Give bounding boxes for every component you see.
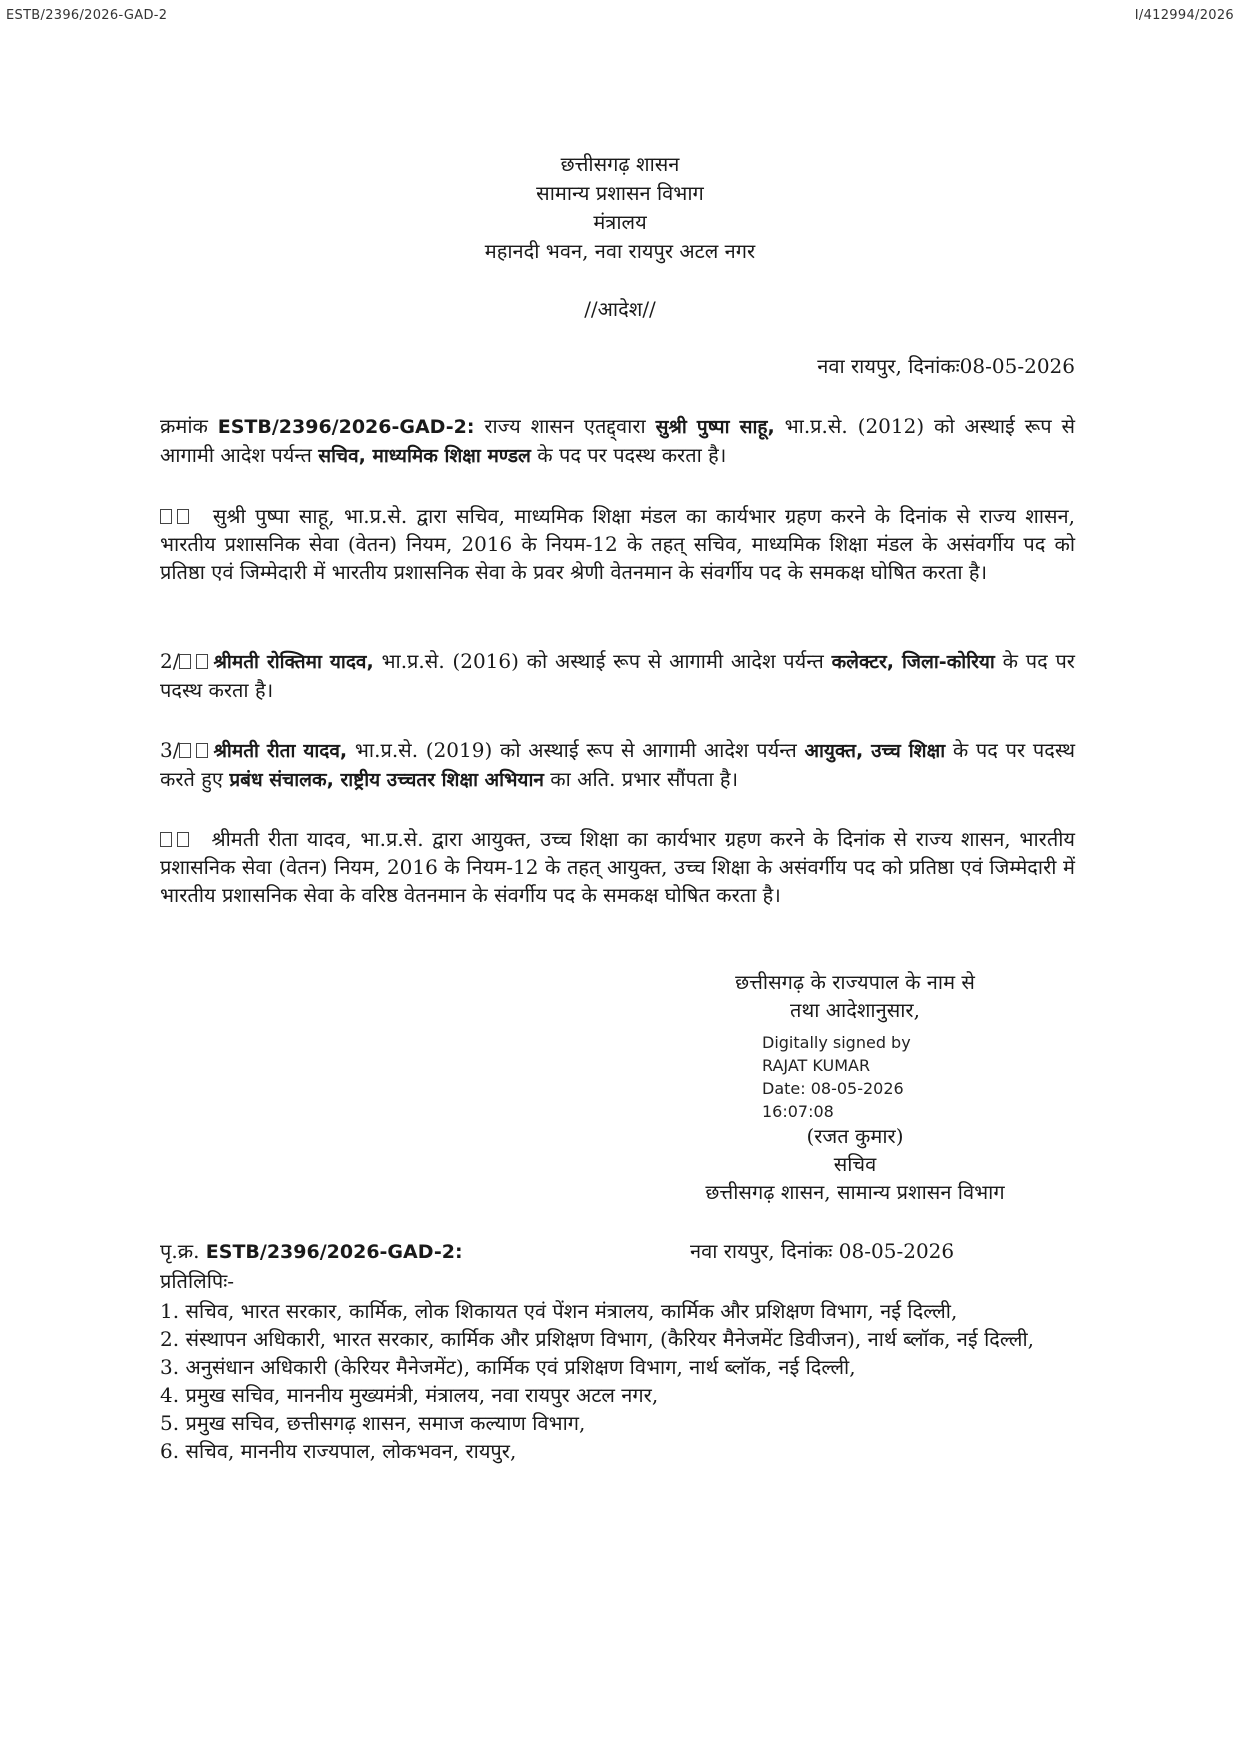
order-paragraph-1 [160, 412, 1075, 470]
list-item: 2. संस्थापन अधिकारी, भारत सरकार, कार्मिक और प्रशिक्षण विभाग, (कैरियर मैनेजमेंट डिवीजन), नार्थ ब्लॉक, नई दिल्ली, [160, 1327, 1034, 1351]
digital-sig-time: 16:07:08 [762, 1102, 834, 1121]
authority-line: छत्तीसगढ़ के राज्यपाल के नाम से [735, 970, 975, 994]
posting-title: कलेक्टर, जिला-कोरिया [831, 651, 995, 673]
order-paragraph-4 [160, 736, 1075, 794]
signatory-designation: सचिव [833, 1152, 877, 1176]
signatory-name: (रजत कुमार) [806, 1124, 904, 1148]
receipt-number-header: I/412994/2026 [1134, 8, 1234, 23]
checkbox-glyph-icon [160, 509, 172, 524]
digital-sig-signer: RAJAT KUMAR [762, 1056, 871, 1075]
para-number: 2/ [160, 649, 180, 673]
para-text: भा.प्र.से. (2019) को अस्थाई रूप से आगामी आदेश पर्यन्त [347, 738, 805, 762]
officer-name: श्रीमती रीता यादव, [213, 740, 348, 762]
order-prefix: क्रमांक [160, 414, 218, 438]
checkbox-glyph-icon [177, 832, 189, 847]
copy-recipient-list [160, 1297, 1045, 1465]
order-title: //आदेश// [584, 297, 656, 321]
para-text: भा.प्र.से. (2016) को अस्थाई रूप से आगामी आदेश पर्यन्त [373, 649, 832, 673]
para-text: के पद पर पदस्थ करते हुए [160, 738, 1075, 791]
list-item: 5. प्रमुख सचिव, छत्तीसगढ़ शासन, समाज कल्याण विभाग, [160, 1411, 586, 1435]
office-address: महानदी भवन, नवा रायपुर अटल नगर [484, 239, 756, 263]
para-number: 3/ [160, 738, 180, 762]
copy-reference [160, 1237, 463, 1264]
copy-ref-number: ESTB/2396/2026-GAD-2: [205, 1241, 463, 1263]
signature-authority [640, 968, 1070, 1024]
authority-line: तथा आदेशानुसार, [790, 998, 920, 1022]
government-name: छत्तीसगढ़ शासन [560, 152, 680, 176]
order-paragraph-3 [160, 647, 1075, 704]
checkbox-glyph-icon [160, 832, 172, 847]
para-text: के पद पर पदस्थ करता है। [160, 649, 1075, 702]
order-number: ESTB/2396/2026-GAD-2: [217, 416, 475, 438]
signatory-department: छत्तीसगढ़ शासन, सामान्य प्रशासन विभाग [705, 1180, 1005, 1204]
checkbox-glyph-icon [177, 509, 189, 524]
para-text: सुश्री पुष्पा साहू, भा.प्र.से. द्वारा सचिव, माध्यमिक शिक्षा मंडल का कार्यभार ग्रहण करने के दिनांक से राज्य शासन, भारतीय प्रशासनिक सेवा (वेतन) नियम, 2016 के नियम-12 के तहत् सचिव, माध्यमिक शिक्षा मंडल के असंवर्गीय पद को प्रतिष्ठा एवं जिम्मेदारी में भारतीय प्रशासनिक सेवा के प्रवर श्रेणी वेतनमान के संवर्गीय पद के समकक्ष घोषित करता है। [160, 504, 1075, 584]
posting-title: सचिव, माध्यमिक शिक्षा मण्डल [318, 445, 531, 467]
list-item: 3. अनुसंधान अधिकारी (केरियर मैनेजमेंट), कार्मिक एवं प्रशिक्षण विभाग, नार्थ ब्लॉक, नई दिल्ली, [160, 1355, 856, 1379]
signatory-details [640, 1122, 1070, 1206]
officer-name: श्रीमती रोक्तिमा यादव, [213, 651, 374, 673]
para-text: भा.प्र.से. (2012) को अस्थाई रूप से आगामी आदेश पर्यन्त [160, 414, 1076, 467]
list-item: 1. सचिव, भारत सरकार, कार्मिक, लोक शिकायत एवं पेंशन मंत्रालय, कार्मिक और प्रशिक्षण विभाग, नई दिल्ली, [160, 1299, 958, 1323]
para-text: का अति. प्रभार सौंपता है। [543, 767, 739, 791]
para-text: श्रीमती रीता यादव, भा.प्र.से. द्वारा आयुक्त, उच्च शिक्षा का कार्यभार ग्रहण करने के दिनांक से राज्य शासन, भारतीय प्रशासनिक सेवा (वेतन) नियम, 2016 के नियम-12 के तहत् आयुक्त, उच्च शिक्षा के असंवर्गीय पद को प्रतिष्ठा एवं जिम्मेदारी में भारतीय प्रशासनिक सेवा के वरिष्ठ वेतनमान के संवर्गीय पद के समकक्ष घोषित करता है। [160, 827, 1075, 907]
department-name: सामान्य प्रशासन विभाग [536, 181, 704, 205]
para-text: राज्य शासन एतद्द्वारा [474, 414, 656, 438]
copy-date: नवा रायपुर, दिनांकः 08-05-2026 [690, 1239, 955, 1263]
posting-title: आयुक्त, उच्च शिक्षा [804, 740, 946, 762]
additional-charge-title: प्रबंध संचालक, राष्ट्रीय उच्चतर शिक्षा अभियान [229, 769, 544, 791]
checkbox-glyph-icon [179, 743, 191, 758]
copy-ref-prefix: पृ.क्र. [160, 1239, 206, 1263]
order-paragraph-5 [160, 825, 1075, 909]
digital-sig-line: Digitally signed by [762, 1033, 911, 1052]
para-text: के पद पर पदस्थ करता है। [530, 443, 727, 467]
checkbox-glyph-icon [179, 654, 191, 669]
copy-heading: प्रतिलिपिः- [160, 1269, 235, 1293]
checkbox-glyph-icon [196, 654, 208, 669]
place-date: नवा रायपुर, दिनांकः08-05-2026 [817, 354, 1075, 378]
digital-sig-date: Date: 08-05-2026 [762, 1079, 904, 1098]
list-item: 4. प्रमुख सचिव, माननीय मुख्यमंत्री, मंत्रालय, नवा रायपुर अटल नगर, [160, 1383, 659, 1407]
officer-name: सुश्री पुष्पा साहू, [655, 416, 775, 438]
order-paragraph-2 [160, 502, 1075, 586]
checkbox-glyph-icon [196, 743, 208, 758]
file-number-header: ESTB/2396/2026-GAD-2 [6, 8, 168, 23]
list-item: 6. सचिव, माननीय राज्यपाल, लोकभवन, रायपुर, [160, 1439, 517, 1463]
ministry-name: मंत्रालय [593, 210, 647, 234]
office-heading [0, 150, 1240, 266]
digital-signature-stamp [762, 1031, 911, 1123]
